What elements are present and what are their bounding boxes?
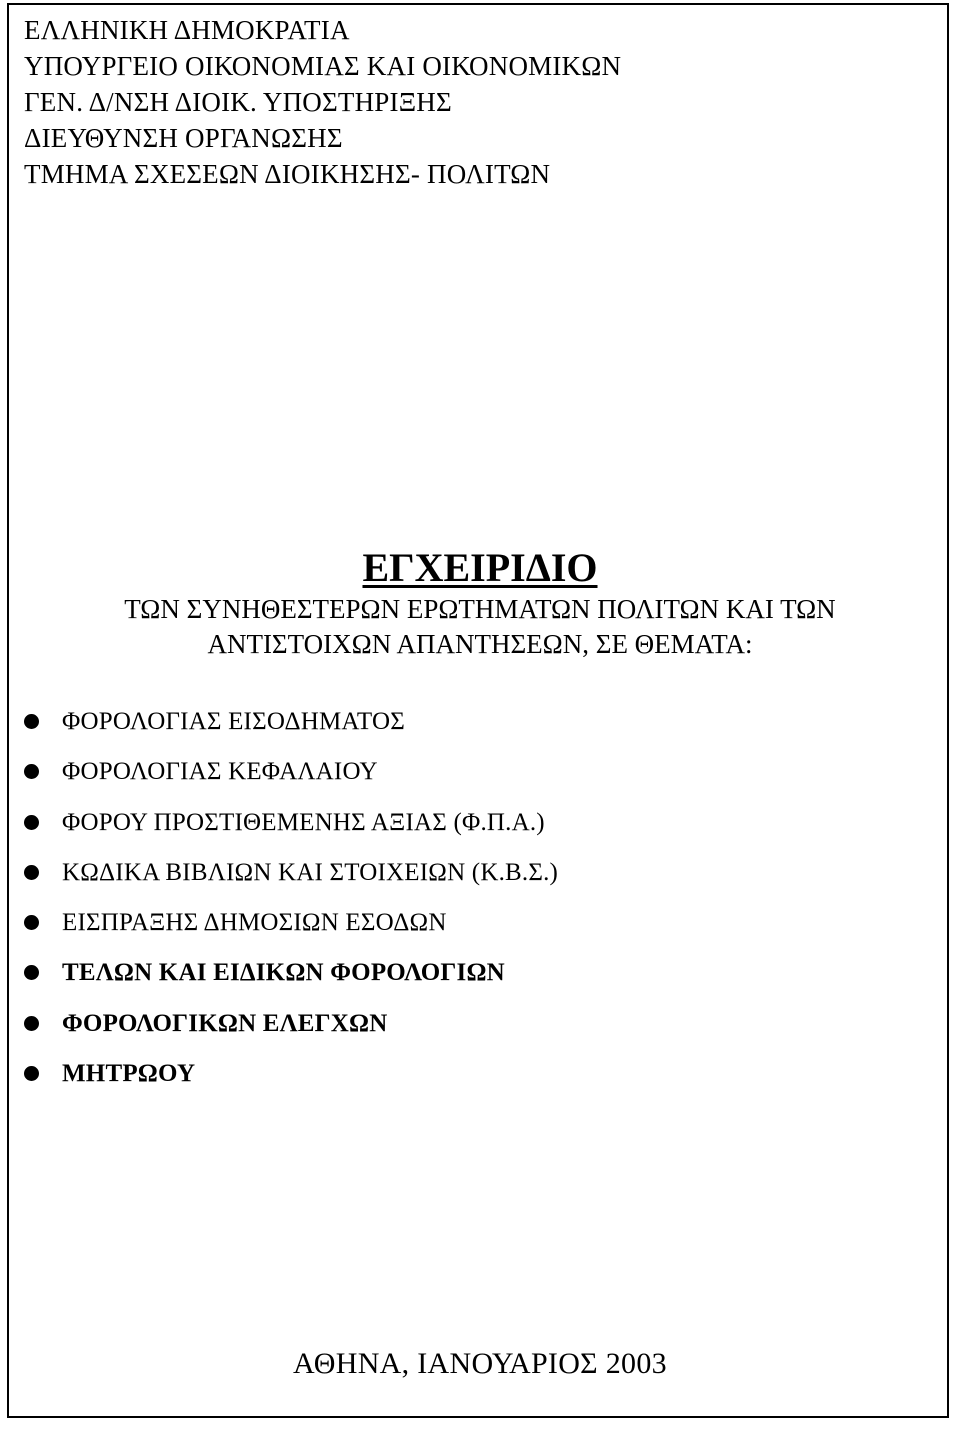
topic-label: ΦΟΡΟΛΟΓΙΑΣ ΕΙΣΟΔΗΜΑΤΟΣ bbox=[62, 708, 405, 735]
list-item bbox=[24, 908, 558, 958]
topic-label: ΕΙΣΠΡΑΞΗΣ ΔΗΜΟΣΙΩΝ ΕΣΟΔΩΝ bbox=[62, 909, 447, 937]
subtitle-line-1: ΤΩΝ ΣΥΝΗΘΕΣΤΕΡΩΝ ΕΡΩΤΗΜΑΤΩΝ ΠΟΛΙΤΩΝ ΚΑΙ ΤΩΝ bbox=[124, 594, 836, 624]
topics-list bbox=[24, 707, 558, 1109]
list-item bbox=[24, 1059, 558, 1109]
list-item bbox=[24, 958, 558, 1008]
bullet-icon bbox=[24, 965, 39, 980]
list-item bbox=[24, 707, 558, 757]
document-subtitle bbox=[0, 592, 960, 662]
list-item bbox=[24, 757, 558, 807]
list-item bbox=[24, 858, 558, 908]
topic-label: ΤΕΛΩΝ ΚΑΙ ΕΙΔΙΚΩΝ ΦΟΡΟΛΟΓΙΩΝ bbox=[62, 959, 505, 987]
bullet-icon bbox=[24, 1016, 39, 1031]
footer-date: ΑΘΗΝΑ, ΙΑΝΟΥΑΡΙΟΣ 2003 bbox=[293, 1347, 667, 1380]
topic-label: ΦΟΡΟΛΟΓΙΑΣ ΚΕΦΑΛΑΙΟΥ bbox=[62, 758, 378, 786]
list-item bbox=[24, 808, 558, 858]
header-line-ministry: ΥΠΟΥΡΓΕΙΟ ΟΙΚΟΝΟΜΙΑΣ ΚΑΙ ΟΙΚΟΝΟΜΙΚΩΝ bbox=[24, 51, 622, 81]
bullet-icon bbox=[24, 764, 39, 779]
ministry-header bbox=[24, 12, 621, 192]
topic-label: ΦΟΡΟΛΟΓΙΚΩΝ ΕΛΕΓΧΩΝ bbox=[62, 1009, 388, 1037]
topic-label: ΚΩΔΙΚΑ ΒΙΒΛΙΩΝ ΚΑΙ ΣΤΟΙΧΕΙΩΝ (Κ.Β.Σ.) bbox=[62, 858, 559, 886]
bullet-icon bbox=[24, 815, 39, 830]
topic-label: ΜΗΤΡΩΟΥ bbox=[62, 1060, 196, 1088]
header-line-directorate: ΔΙΕΥΘΥΝΣΗ ΟΡΓΑΝΩΣΗΣ bbox=[24, 123, 343, 153]
bullet-icon bbox=[24, 714, 39, 729]
list-item bbox=[24, 1009, 558, 1059]
subtitle-line-2: ΑΝΤΙΣΤΟΙΧΩΝ ΑΠΑΝΤΗΣΕΩΝ, ΣΕ ΘΕΜΑΤΑ: bbox=[207, 629, 753, 659]
header-line-general-directorate: ΓΕΝ. Δ/ΝΣΗ ΔΙΟΙΚ. ΥΠΟΣΤΗΡΙΞΗΣ bbox=[24, 87, 452, 117]
bullet-icon bbox=[24, 1066, 39, 1081]
topic-label: ΦΟΡΟΥ ΠΡΟΣΤΙΘΕΜΕΝΗΣ ΑΞΙΑΣ (Φ.Π.Α.) bbox=[62, 808, 545, 836]
bullet-icon bbox=[24, 915, 39, 930]
header-line-country: ΕΛΛΗΝΙΚΗ ΔΗΜΟΚΡΑΤΙΑ bbox=[24, 15, 350, 45]
document-title: ΕΓΧΕΙΡΙΔΙΟ bbox=[362, 545, 598, 590]
header-line-department: ΤΜΗΜΑ ΣΧΕΣΕΩΝ ΔΙΟΙΚΗΣΗΣ- ΠΟΛΙΤΩΝ bbox=[24, 159, 551, 189]
bullet-icon bbox=[24, 865, 39, 880]
